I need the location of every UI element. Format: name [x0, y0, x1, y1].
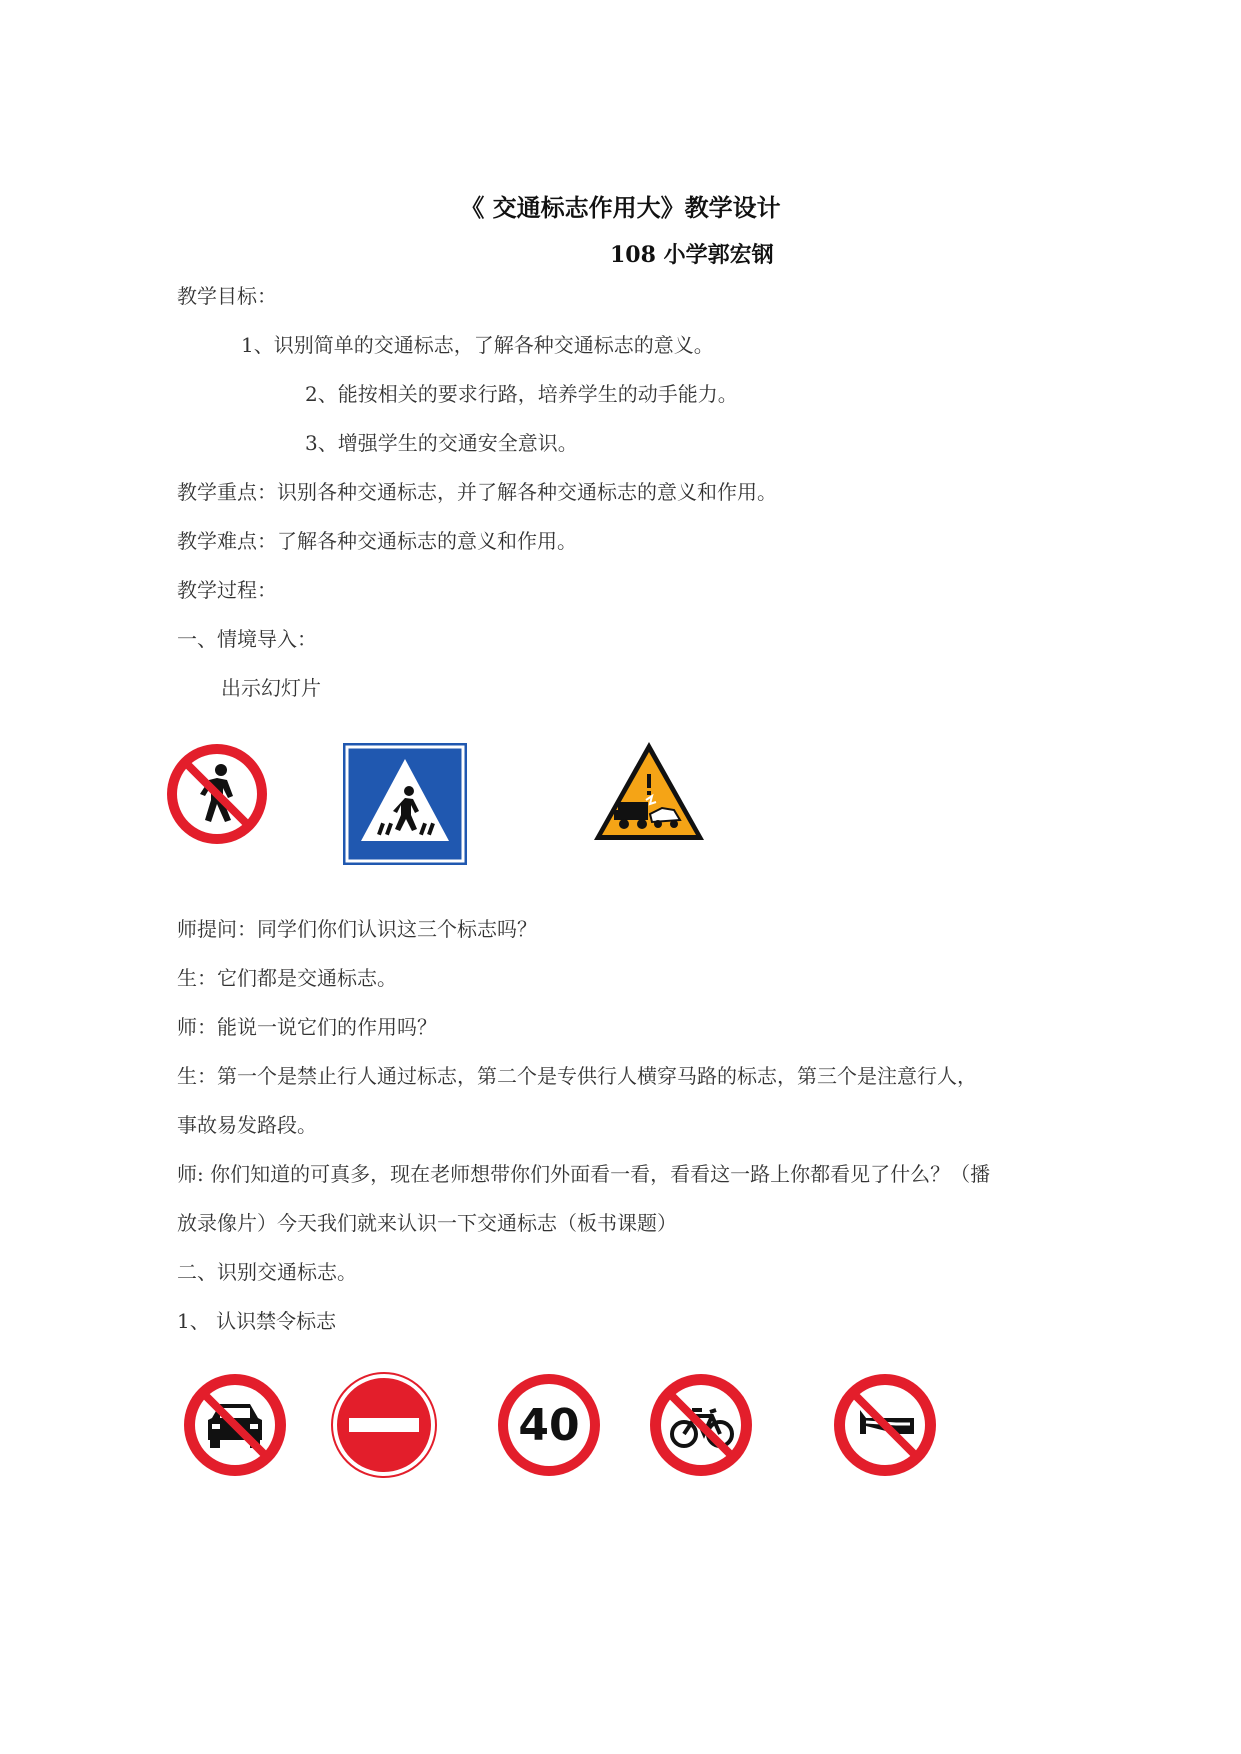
section1-heading: 一、情境导入： — [177, 627, 317, 651]
dialogue-line: 生：第一个是禁止行人通过标志，第二个是专供行人横穿马路的标志，第三个是注意行人， — [177, 1064, 977, 1088]
pedestrian-crossing-sign — [343, 743, 467, 865]
key-point: 教学重点：识别各种交通标志，并了解各种交通标志的意义和作用。 — [177, 480, 777, 504]
dialogue-line: 事故易发路段。 — [177, 1113, 317, 1137]
dialogue-line: 师: 你们知道的可真多，现在老师想带你们外面看一看，看看这一路上你都看见了什么？（播 — [177, 1162, 991, 1186]
dialogue-line: 师提问：同学们你们认识这三个标志吗？ — [177, 917, 537, 941]
objective-item: 3、增强学生的交通安全意识。 — [305, 431, 578, 455]
no-horn-sign — [832, 1372, 938, 1478]
show-slides-text: 出示幻灯片 — [221, 676, 321, 700]
difficulty: 教学难点：了解各种交通标志的意义和作用。 — [177, 529, 577, 553]
section2-heading: 二、识别交通标志。 — [177, 1260, 357, 1284]
dialogue-line: 生：它们都是交通标志。 — [177, 966, 397, 990]
accident-warning-sign — [592, 740, 706, 842]
speed-limit-value: 40 — [518, 1400, 580, 1451]
no-bicycles-sign — [648, 1372, 754, 1478]
section2-sub1: 1、 认识禁令标志 — [177, 1309, 337, 1333]
objective-item: 2、能按相关的要求行路，培养学生的动手能力。 — [305, 382, 738, 406]
objectives-heading: 教学目标： — [177, 284, 277, 308]
dialogue-line: 师：能说一说它们的作用吗？ — [177, 1015, 437, 1039]
speed-limit-sign — [496, 1372, 602, 1478]
dialogue-line: 放录像片）今天我们就来认识一下交通标志（板书课题） — [177, 1211, 677, 1235]
objective-item: 1、识别简单的交通标志，了解各种交通标志的意义。 — [241, 333, 714, 357]
process-heading: 教学过程： — [177, 578, 277, 602]
no-cars-sign — [182, 1372, 288, 1478]
no-pedestrians-sign — [165, 742, 269, 846]
page-title: 《 交通标志作用大》教学设计 — [460, 193, 781, 222]
author-line: 108 小学郭宏钢 — [610, 242, 774, 268]
no-entry-sign — [331, 1372, 437, 1478]
